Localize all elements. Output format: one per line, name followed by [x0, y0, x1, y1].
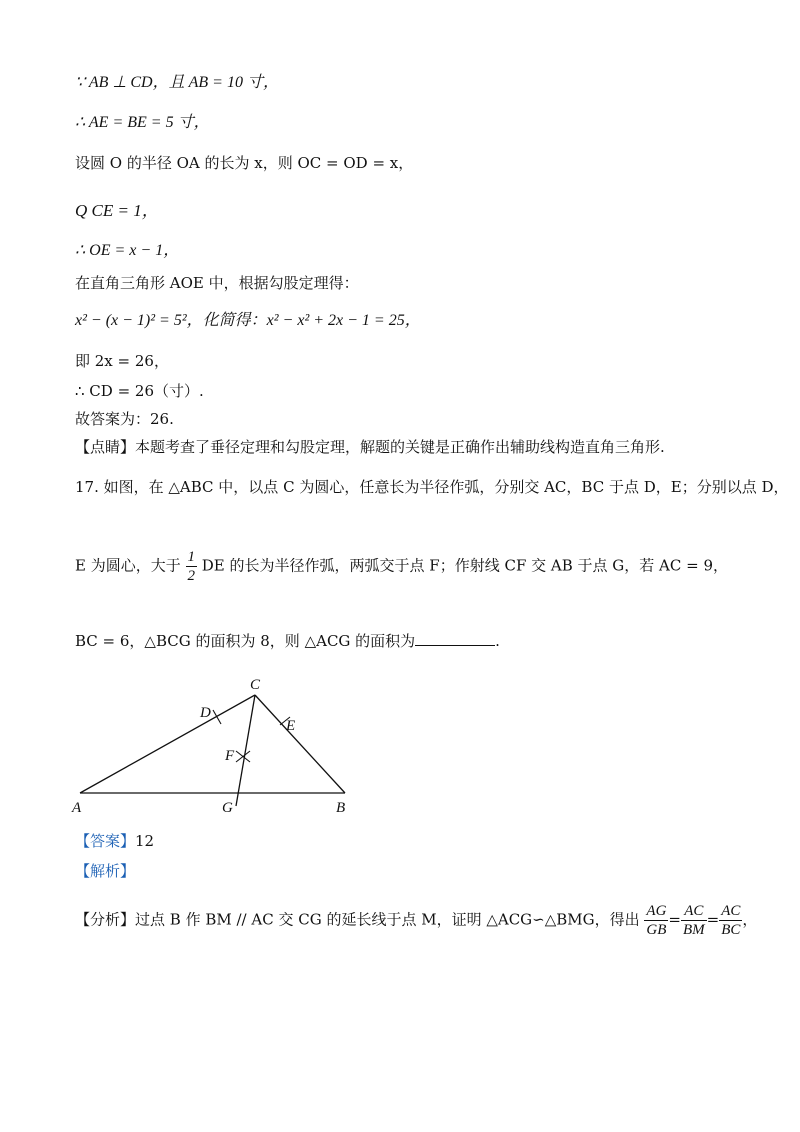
fraction-ag-gb-num: AG [646, 903, 667, 919]
fraction-ac-bm-num: AC [681, 902, 707, 921]
analysis-heading [75, 860, 135, 882]
label-e: E [286, 718, 296, 734]
label-g: G [222, 800, 233, 816]
line-9: ∴ CD = 26（寸）. [75, 382, 204, 400]
side-ac [80, 695, 255, 793]
line-4: Q CE = 1， [75, 201, 159, 220]
arc-mark-d [213, 710, 221, 724]
q3-end: . [495, 632, 500, 650]
line-6: 在直角三角形 AOE 中，根据勾股定理得： [75, 274, 359, 292]
q2-prefix: E 为圆心，大于 [75, 556, 181, 575]
label-a: A [72, 800, 82, 816]
question-17-line-3 [75, 630, 500, 652]
fraction-ac-bc [719, 902, 742, 939]
question-17-line-1: 17. 如图，在 △ABC 中，以点 C 为圆心，任意长为半径作弧，分别交 AC，BC 于点 D，E；分别以点 D， [75, 478, 789, 496]
q3-text: BC = 6，△BCG 的面积为 8，则 △ACG 的面积为 [75, 632, 416, 650]
line-7: x² − (x − 1)² = 5²，化简得：x² − x² + 2x − 1 = 25， [75, 312, 421, 329]
answer-value: 12 [135, 832, 155, 850]
ray-cg [236, 695, 255, 806]
fraction-ac-bm-den: BM [683, 922, 705, 938]
line-10: 故答案为：26. [75, 410, 174, 428]
label-b: B [336, 800, 346, 816]
answer-blank [415, 631, 495, 646]
fraction-ac-bc-num: AC [721, 903, 741, 919]
side-bc [255, 695, 345, 793]
fraction-half-num: 1 [187, 549, 195, 565]
triangle-figure [60, 670, 380, 830]
fenxi-text: 过点 B 作 BM // AC 交 CG 的延长线于点 M，证明 △ACG∽△BMG，得出 [135, 910, 640, 929]
fenxi-tag: 【分析】 [75, 910, 136, 929]
fraction-half-den: 2 [187, 568, 195, 584]
fraction-ac-bm [681, 902, 707, 939]
note-text: 本题考查了垂径定理和勾股定理，解题的关键是正确作出辅助线构造直角三角形. [135, 438, 665, 456]
q2-suffix: DE 的长为半径作弧，两弧交于点 F；作射线 CF 交 AB 于点 G，若 AC = 9， [201, 556, 728, 575]
answer-tag: 【答案】 [75, 832, 136, 850]
analysis-tag: 【解析】 [75, 862, 136, 880]
fraction-half [186, 548, 198, 585]
line-3: 设圆 O 的半径 OA 的长为 x，则 OC = OD = x， [75, 154, 414, 172]
line-2: ∴ AE = BE = 5 寸， [75, 114, 210, 131]
analysis-line: 【分析】过点 B 作 BM // AC 交 CG 的延长线于点 M，证明 △ACG∽△BMG，得出 $\frac{AG}{GB}$ = $\frac{AC}{BM}$ = $\frac{AC}{BC}$ ， [75, 903, 758, 938]
fraction-ag-gb [644, 902, 668, 939]
line-1: ∵ AB ⊥ CD，且 AB = 10 寸， [75, 74, 279, 91]
question-17-line-2 [75, 548, 728, 585]
label-c: C [250, 677, 261, 693]
fraction-ac-bc-den: BC [721, 922, 741, 938]
label-d: D [200, 705, 211, 721]
fenxi-end: ， [742, 910, 758, 929]
fraction-ag-gb-den: GB [646, 922, 667, 938]
label-f: F [225, 748, 235, 764]
answer-line [75, 830, 154, 852]
line-5: ∴ OE = x − 1， [75, 242, 180, 259]
line-11 [75, 436, 665, 458]
line-8: 即 2x = 26， [75, 352, 169, 370]
note-tag: 【点睛】 [75, 438, 136, 456]
